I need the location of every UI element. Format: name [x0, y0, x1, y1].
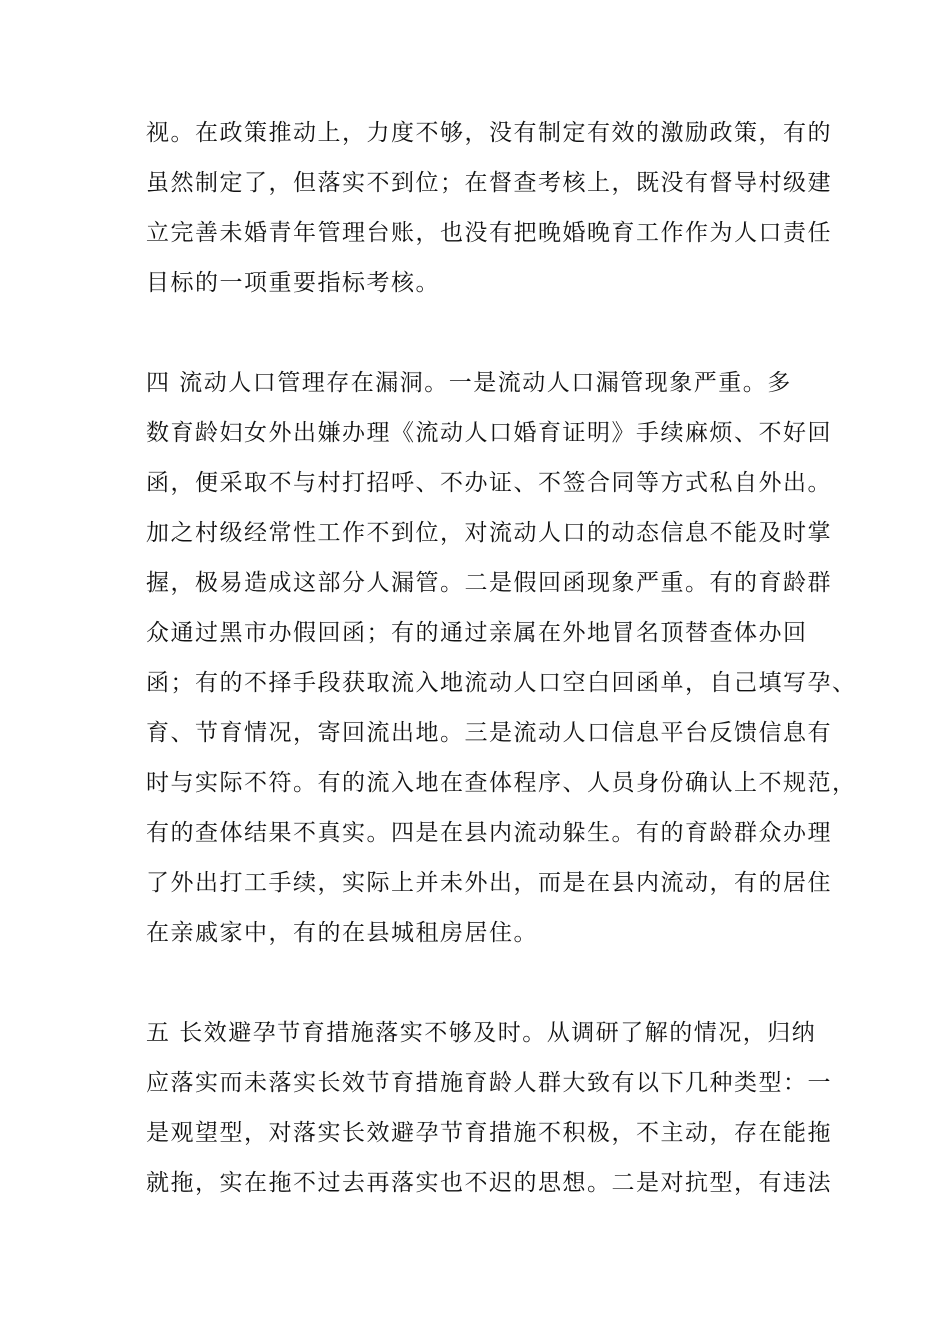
- paragraph-3-line-3: 是观望型，对落实长效避孕节育措施不积极，不主动，存在能拖: [146, 1120, 832, 1146]
- paragraph-1-line-4: 目标的一项重要指标考核。: [146, 270, 440, 296]
- paragraph-2-line-6: 众通过黑市办假回函；有的通过亲属在外地冒名顶替查体办回: [146, 620, 808, 646]
- paragraph-2-line-7: 函；有的不择手段获取流入地流动人口空白回函单，自己填写孕、: [146, 670, 857, 696]
- paragraph-3-line-4: 就拖，实在拖不过去再落实也不迟的思想。二是对抗型，有违法: [146, 1170, 832, 1196]
- paragraph-1-line-3: 立完善未婚青年管理台账，也没有把晚婚晚育工作作为人口责任: [146, 220, 832, 246]
- paragraph-2-line-2: 数育龄妇女外出嫌办理《流动人口婚育证明》手续麻烦、不好回: [146, 420, 832, 446]
- paragraph-3-line-2: 应落实而未落实长效节育措施育龄人群大致有以下几种类型：一: [146, 1070, 832, 1096]
- paragraph-2-line-3: 函，便采取不与村打招呼、不办证、不签合同等方式私自外出。: [146, 470, 832, 496]
- paragraph-2-line-10: 有的查体结果不真实。四是在县内流动躲生。有的育龄群众办理: [146, 820, 832, 846]
- paragraph-2-line-12: 在亲戚家中，有的在县城租房居住。: [146, 920, 538, 946]
- paragraph-1-line-1: 视。在政策推动上，力度不够，没有制定有效的激励政策，有的: [146, 120, 832, 146]
- paragraph-2-line-4: 加之村级经常性工作不到位，对流动人口的动态信息不能及时掌: [146, 520, 832, 546]
- paragraph-2-line-9: 时与实际不符。有的流入地在查体程序、人员身份确认上不规范，: [146, 770, 857, 796]
- paragraph-2-line-8: 育、节育情况，寄回流出地。三是流动人口信息平台反馈信息有: [146, 720, 832, 746]
- paragraph-2-line-11: 了外出打工手续，实际上并未外出，而是在县内流动，有的居住: [146, 870, 832, 896]
- paragraph-2-line-5: 握，极易造成这部分人漏管。二是假回函现象严重。有的育龄群: [146, 570, 832, 596]
- paragraph-2-line-1: 四 流动人口管理存在漏洞。一是流动人口漏管现象严重。多: [146, 370, 792, 396]
- paragraph-3-line-1: 五 长效避孕节育措施落实不够及时。从调研了解的情况，归纳: [146, 1020, 817, 1046]
- paragraph-1-line-2: 虽然制定了，但落实不到位；在督查考核上，既没有督导村级建: [146, 170, 832, 196]
